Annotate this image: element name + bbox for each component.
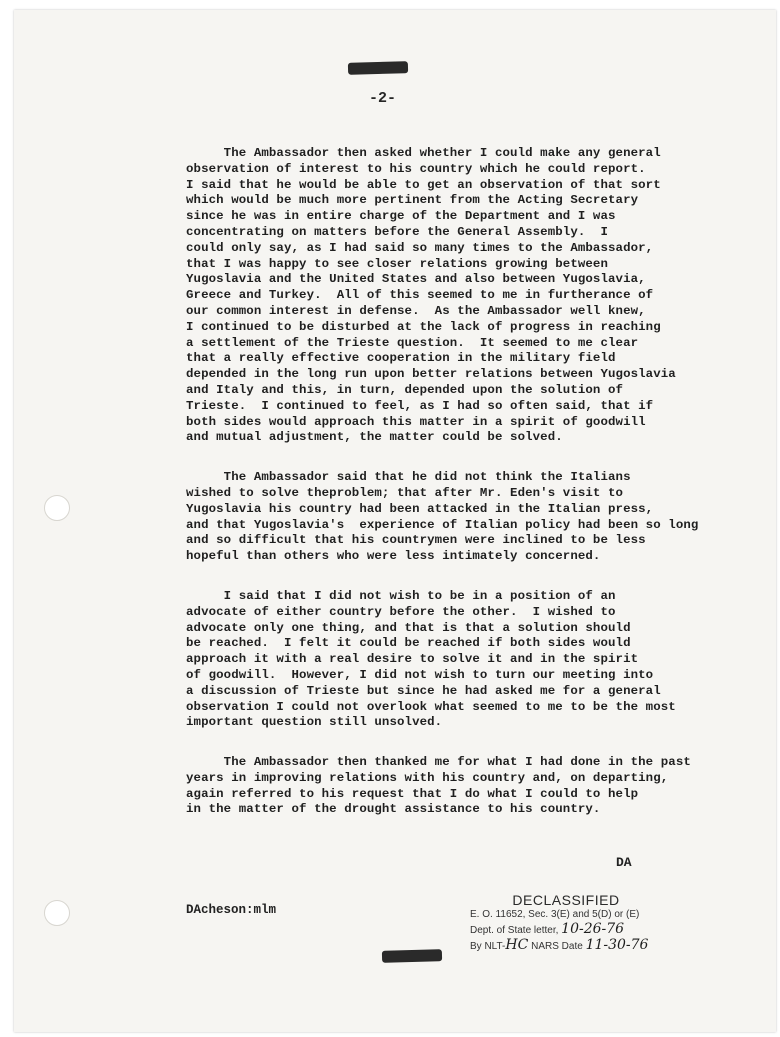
text-line: our common interest in defense. As the Ambassador well knew, [186,303,646,318]
stamp-by-label: By NLT- [470,941,506,952]
declassified-stamp [466,892,666,954]
text-line: Yugoslavia and the United States and also between Yugoslavia, [186,272,646,287]
text-line: be reached. I felt it could be reached if both sides would [186,636,631,651]
text-line: that a really effective cooperation in the military field [186,351,616,366]
stamp-letter-date: 10-26-76 [561,921,625,937]
text-line: both sides would approach this matter in a spirit of goodwill [186,414,646,429]
stamp-title: DECLASSIFIED [512,892,620,908]
text-line: The Ambassador then asked whether I could make any general [186,146,661,160]
paragraph-3 [186,589,746,731]
text-line: again referred to his request that I do what I could to help [186,786,639,801]
text-line: that I was happy to see closer relations growing between [186,256,608,271]
text-line: hopeful than others who were less intimately concerned. [186,549,601,564]
text-line: could only say, as I had said so many times to the Ambassador, [186,240,654,255]
text-line: and mutual adjustment, the matter could be solved. [186,430,563,445]
text-line: important question still unsolved. [186,715,443,730]
text-line: a settlement of the Trieste question. It seemed to me clear [186,335,639,350]
stamp-nars-date: 11-30-76 [585,937,649,953]
punch-hole-bottom [44,900,70,926]
redacted-classification-bottom [382,949,442,963]
text-line: advocate only one thing, and that is that a solution should [186,620,631,635]
text-line: a discussion of Trieste but since he had asked me for a general [186,683,661,698]
text-line: observation I could not overlook what seemed to me to be the most [186,699,676,714]
stamp-by-line [470,938,666,954]
signature-initials: DA [616,855,632,870]
stamp-nars-label: NARS Date [531,941,583,952]
stamp-letter-line [470,922,666,938]
reference-initials: DAcheson:mlm [186,903,277,917]
punch-hole-top [44,495,70,521]
text-line: and that Yugoslavia's experience of Italian policy had been so long [186,517,699,532]
text-line: and so difficult that his countrymen were inclined to be less [186,533,646,548]
memo-body [186,146,746,842]
text-line: I said that I did not wish to be in a position of an [186,588,616,603]
redacted-classification-top [348,61,408,75]
text-line: advocate of either country before the other. I wished to [186,604,616,619]
stamp-letter-label: Dept. of State letter, [470,925,559,936]
text-line: Greece and Turkey. All of this seemed to me in furtherance of [186,288,654,303]
paragraph-4 [186,755,746,818]
text-line: The Ambassador then thanked me for what I had done in the past [186,755,691,770]
text-line: concentrating on matters before the General Assembly. I [186,224,608,239]
text-line: I said that he would be able to get an observation of that sort [186,177,661,192]
text-line: Trieste. I continued to feel, as I had so often said, that if [186,398,654,413]
text-line: depended in the long run upon better relations between Yugoslavia [186,367,676,382]
text-line: which would be much more pertinent from the Acting Secretary [186,193,639,208]
page-number: -2- [369,90,397,107]
text-line: The Ambassador said that he did not think the Italians [186,470,631,485]
text-line: I continued to be disturbed at the lack of progress in reaching [186,319,661,334]
stamp-authority: E. O. 11652, Sec. 3(E) and 5(D) or (E) [470,909,640,920]
text-line: years in improving relations with his country and, on departing, [186,770,669,785]
text-line: approach it with a real desire to solve it and in the spirit [186,652,639,667]
text-line: observation of interest to his country which he could report. [186,161,646,176]
text-line: in the matter of the drought assistance to his country. [186,802,601,817]
document-page [14,10,776,1032]
text-line: since he was in entire charge of the Department and I was [186,209,616,224]
text-line: of goodwill. However, I did not wish to turn our meeting into [186,667,654,682]
stamp-by-value: HC [505,937,529,953]
text-line: Yugoslavia his country had been attacked in the Italian press, [186,501,654,516]
paragraph-2 [186,470,746,565]
text-line: and Italy and this, in turn, depended upon the solution of [186,382,624,397]
paragraph-1 [186,146,746,446]
text-line: wished to solve theproblem; that after Mr. Eden's visit to [186,485,624,500]
